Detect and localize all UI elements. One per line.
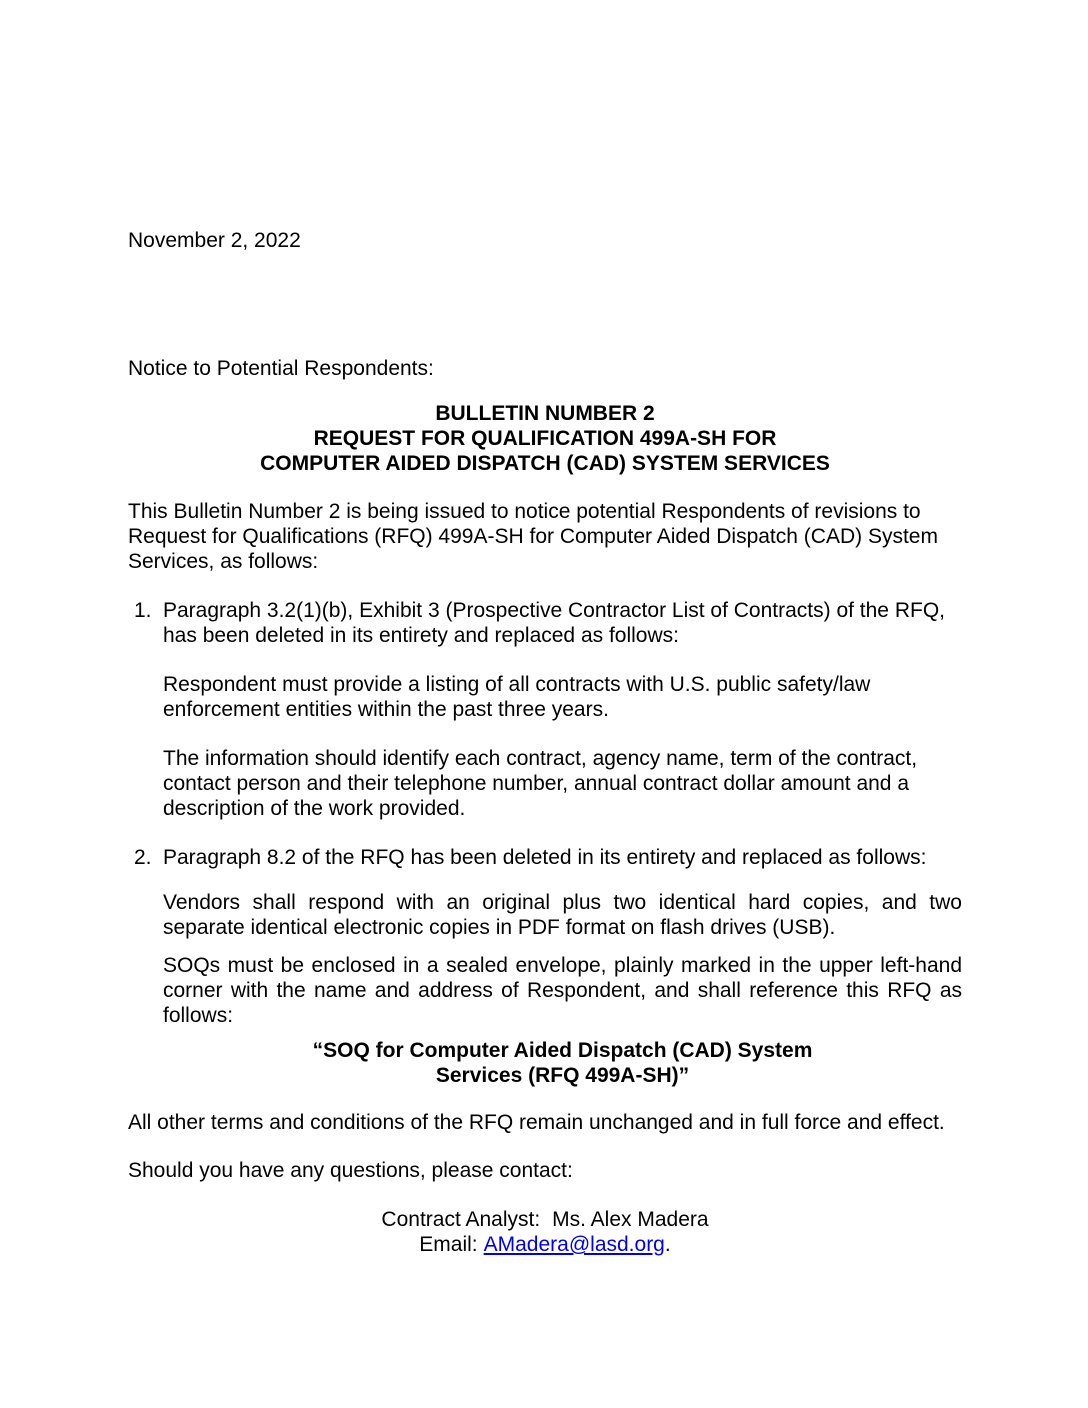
list-item-1-lead: Paragraph 3.2(1)(b), Exhibit 3 (Prospective Contractor List of Contracts) of the RFQ, has been deleted in its entirety and replaced as follows:: [163, 599, 945, 647]
questions-paragraph: Should you have any questions, please contact:: [128, 1159, 573, 1182]
intro-paragraph: This Bulletin Number 2 is being issued to notice potential Respondents of revisions to Request for Qualifications (RFQ) 499A-SH for Computer Aided Dispatch (CAD) System Services, as follows:: [128, 500, 938, 573]
contact-analyst-line: [128, 1207, 962, 1232]
item-1-paragraph-1: Respondent must provide a listing of all contracts with U.S. public safety/law enforcement entities within the past three years.: [163, 673, 871, 721]
list-item-2: [128, 845, 962, 870]
contact-analyst-label: Contract Analyst:: [381, 1208, 541, 1231]
list-item-2-number: 2.: [134, 846, 152, 869]
bulletin-title: [128, 401, 962, 476]
soq-reference-quote-line-2: Services (RFQ 499A-SH)”: [435, 1064, 690, 1087]
list-item-1: [128, 598, 962, 648]
item-1-paragraph-2: The information should identify each contract, agency name, term of the contract, contact person and their telephone number, annual contract dollar amount and a description of the work provided.: [163, 747, 918, 820]
list-item-1-number: 1.: [134, 599, 152, 622]
list-item-2-lead: Paragraph 8.2 of the RFQ has been deleted in its entirety and replaced as follows:: [163, 846, 927, 869]
soq-reference-quote-line-1: “SOQ for Computer Aided Dispatch (CAD) System: [312, 1039, 813, 1062]
contact-email-period: .: [664, 1233, 671, 1256]
salutation: Notice to Potential Respondents:: [128, 357, 434, 380]
contact-analyst-name: Ms. Alex Madera: [552, 1208, 709, 1231]
closing-paragraph: All other terms and conditions of the RFQ remain unchanged and in full force and effect.: [128, 1111, 945, 1134]
bulletin-title-line-3: COMPUTER AIDED DISPATCH (CAD) SYSTEM SERVICES: [260, 452, 830, 475]
bulletin-title-line-2: REQUEST FOR QUALIFICATION 499A-SH FOR: [313, 427, 777, 450]
soq-reference-quote: [163, 1038, 962, 1088]
letter-date: November 2, 2022: [128, 229, 301, 252]
contact-email-line: [128, 1232, 962, 1257]
contact-block: [128, 1207, 962, 1257]
item-2-paragraph-2: SOQs must be enclosed in a sealed envelope, plainly marked in the upper left-hand corner with the name and address of Respondent, and shall reference this RFQ as follows:: [163, 954, 962, 1027]
bulletin-title-line-1: BULLETIN NUMBER 2: [435, 402, 655, 425]
letter-content: [128, 0, 962, 1257]
item-2-paragraph-1: Vendors shall respond with an original plus two identical hard copies, and two separate identical electronic copies in PDF format on flash drives (USB).: [163, 891, 962, 939]
contact-email-label: Email:: [419, 1233, 478, 1256]
contact-email-link[interactable]: AMadera@lasd.org: [483, 1233, 665, 1256]
